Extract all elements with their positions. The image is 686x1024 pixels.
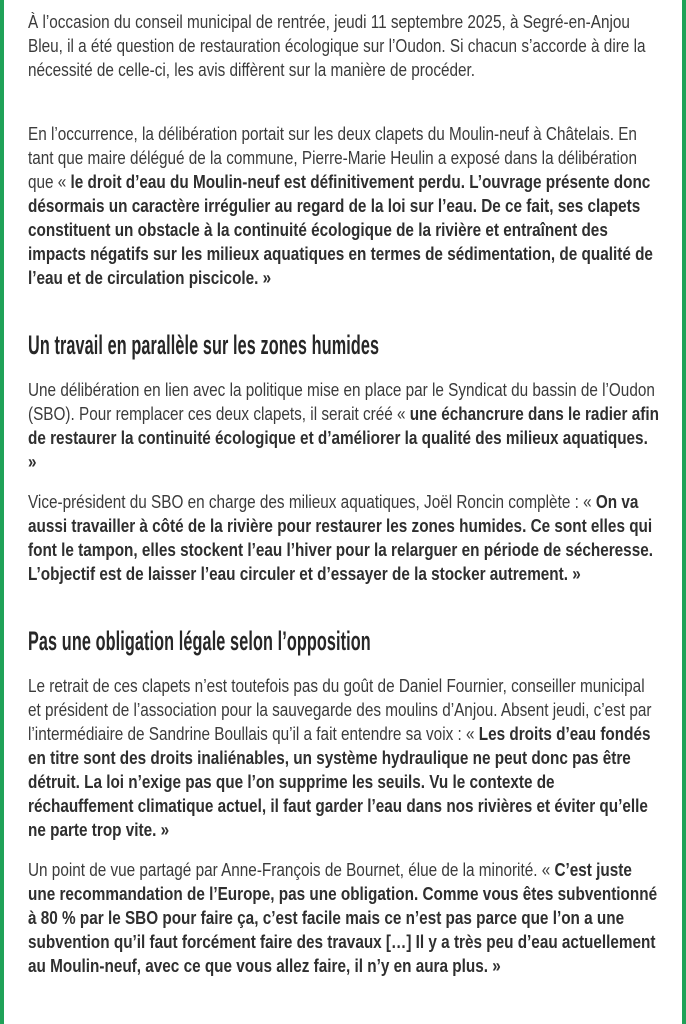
article-paragraph bbox=[28, 378, 660, 474]
body-text: Vice-président du SBO en charge des milieux aquatiques, Joël Roncin complète : « bbox=[28, 492, 596, 512]
article-paragraph bbox=[28, 122, 660, 290]
article-body bbox=[4, 0, 682, 978]
article-paragraph bbox=[28, 674, 660, 842]
body-text: À l’occasion du conseil municipal de rentrée, jeudi 11 septembre 2025, à Segré-en-Anjou Bleu, il a été question de restauration écologique sur l’Oudon. Si chacun s’accorde à dire la nécessité de celle-ci, les avis diffèrent sur la manière de procéder. bbox=[28, 12, 646, 80]
body-text: Un point de vue partagé par Anne-François de Bournet, élue de la minorité. « bbox=[28, 860, 555, 880]
section-heading-text: Pas une obligation légale selon l’opposition bbox=[28, 626, 371, 656]
quote-text: C’est juste une recommandation de l’Europe, pas une obligation. Comme vous êtes subventionné à 80 % par le SBO pour faire ça, c’est facile mais ce n’est pas parce que l’on a une subvention qu’il faut forcément faire des travaux […] Il y a très peu d’eau actuellement au Moulin-neuf, avec ce que vous allez faire, il n’y en aura plus. » bbox=[28, 860, 658, 976]
body-text: Le retrait de ces clapets n’est toutefois pas du goût de Daniel Fournier, conseiller municipal et président de l’association pour la sauvegarde des moulins d’Anjou. Absent jeudi, c’est par l’intermédiaire de Sandrine Boullais qu’il a fait entendre sa voix : « bbox=[28, 676, 652, 744]
quote-text: une échancrure dans le radier afin de restaurer la continuité écologique et d’améliorer la qualité des milieux aquatiques. » bbox=[28, 404, 659, 472]
body-text: Une délibération en lien avec la politique mise en place par le Syndicat du bassin de l’Oudon (SBO). Pour remplacer ces deux clapets, il serait créé « bbox=[28, 380, 655, 424]
article-paragraph bbox=[28, 858, 660, 978]
article-paragraph bbox=[28, 490, 660, 586]
section-heading-text: Un travail en parallèle sur les zones humides bbox=[28, 330, 380, 360]
section-heading bbox=[28, 626, 660, 656]
body-text: En l’occurrence, la délibération portait sur les deux clapets du Moulin-neuf à Châtelais. En tant que maire délégué de la commune, Pierre-Marie Heulin a exposé dans la délibération que « bbox=[28, 124, 637, 192]
quote-text: le droit d’eau du Moulin-neuf est définitivement perdu. L’ouvrage présente donc désormais un caractère irrégulier au regard de la loi sur l’eau. De ce fait, ses clapets constituent un obstacle à la continuité écologique de la rivière et entraînent des impacts négatifs sur les milieux aquatiques en termes de sédimentation, de qualité de l’eau et de circulation piscicole. » bbox=[28, 172, 653, 288]
quote-text: Les droits d’eau fondés en titre sont des droits inaliénables, un système hydraulique ne peut donc pas être détruit. La loi n’exige pas que l’on supprime les seuils. Vu le contexte de réchauffement climatique actuel, il faut garder l’eau dans nos rivières et éviter qu’elle ne parte trop vite. » bbox=[28, 724, 651, 840]
section-heading bbox=[28, 330, 660, 360]
quote-text: On va aussi travailler à côté de la rivière pour restaurer les zones humides. Ce sont elles qui font le tampon, elles stockent l’eau l’hiver pour la relarguer en période de sécheresse. L’objectif est de laisser l’eau circuler et d’essayer de la stocker autrement. » bbox=[28, 492, 653, 584]
article-paragraph bbox=[28, 10, 660, 82]
